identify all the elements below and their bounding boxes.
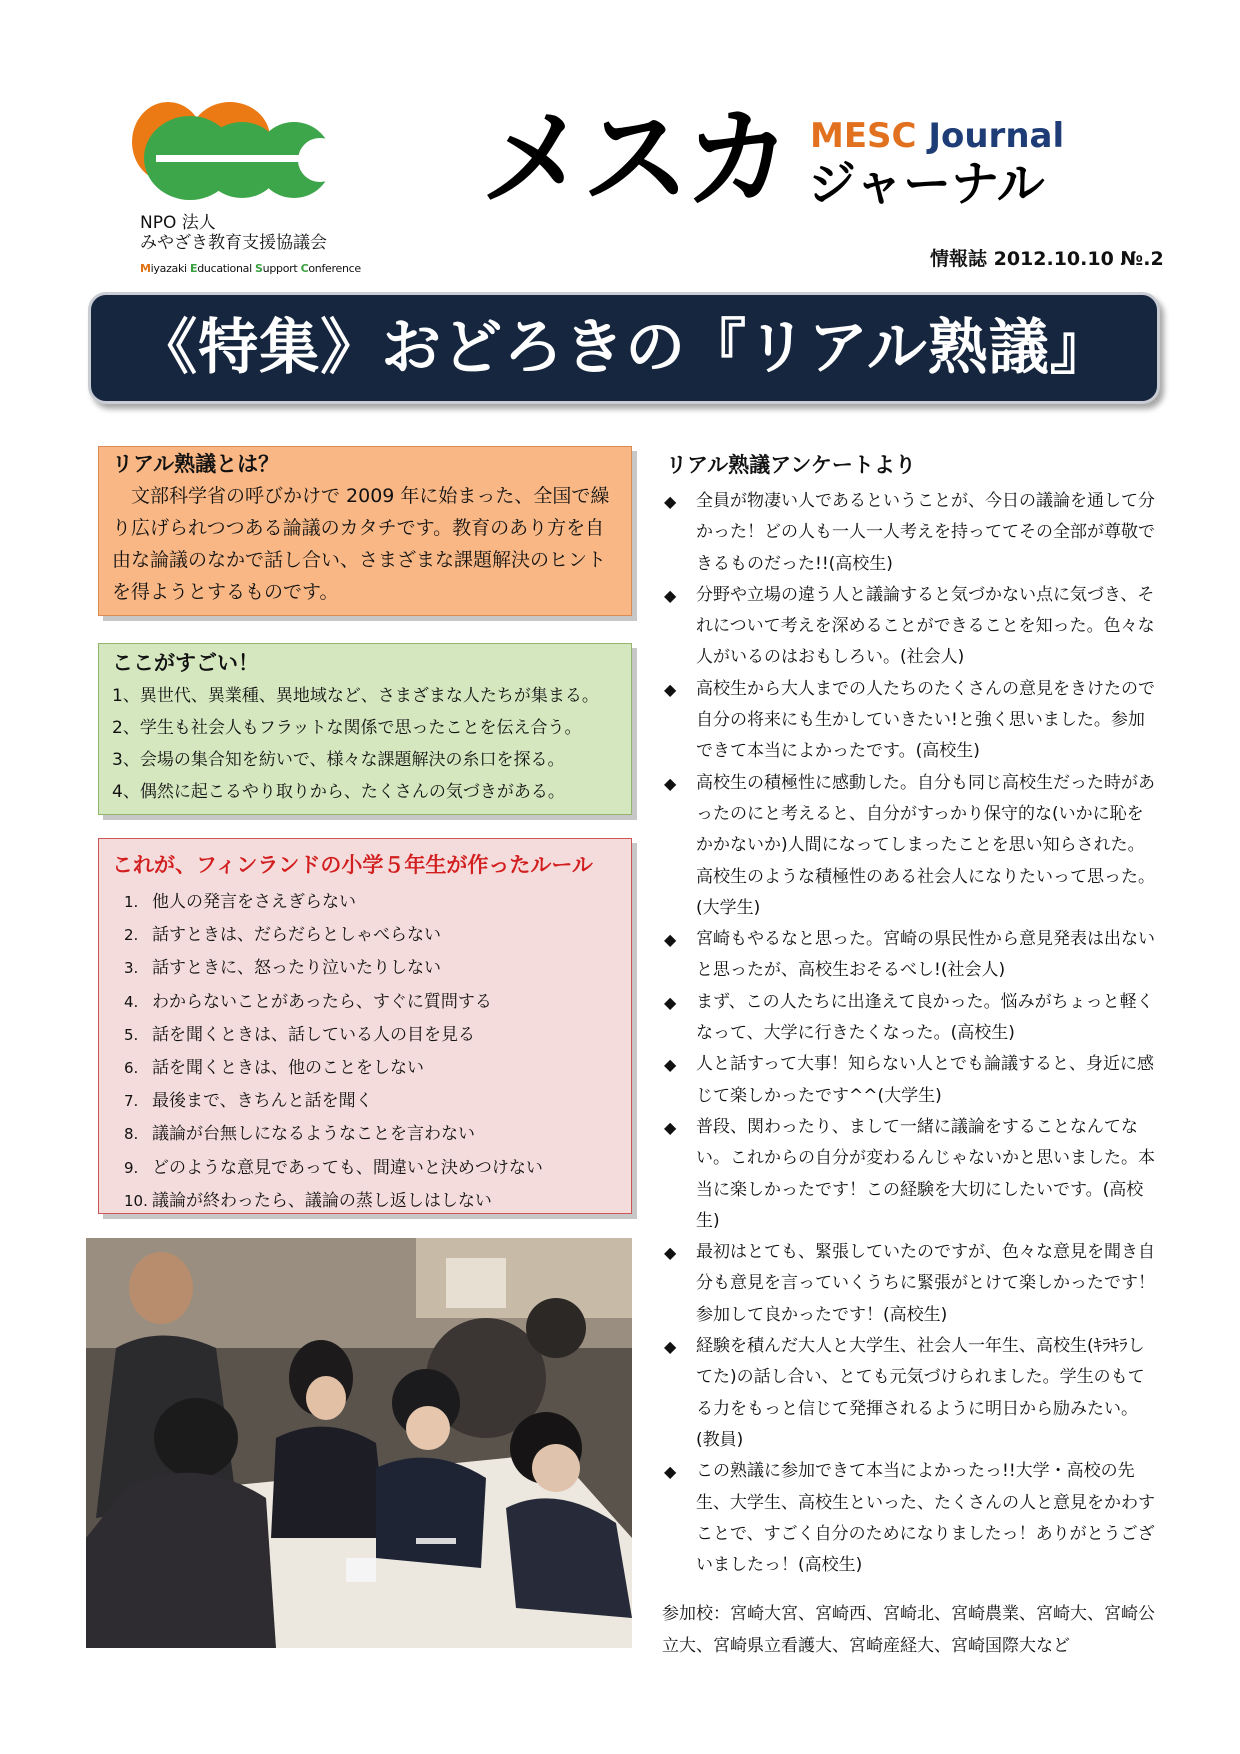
diamond-bullet-icon: ◆	[664, 1462, 677, 1482]
list-item: 9. どのような意見であっても、間違いと決めつけない	[124, 1157, 543, 1178]
diamond-bullet-icon: ◆	[664, 1337, 677, 1357]
journal-mesc: MESC	[810, 116, 917, 156]
journal-word: Journal	[928, 116, 1065, 156]
what-is-content	[112, 448, 622, 608]
logo-english-name: Miyazaki Educational Support Conference	[140, 262, 361, 275]
list-item: ◆ 宮崎もやるなと思った。宮崎の県民性から意見発表は出ないと思ったが、高校生おそるべし!(社会人)	[662, 924, 1156, 987]
mesc-logo	[130, 100, 370, 280]
great-points-content	[112, 648, 628, 808]
list-item: ◆ 高校生から大人までの人たちのたくさんの意見をきけたので自分の将来にも生かしていきたい!と強く思いました。参加できて本当によかったです。(高校生)	[662, 674, 1156, 768]
masthead-journal-kana: ジャーナル	[808, 156, 1045, 212]
great-points-list	[112, 680, 628, 808]
list-item: 2. 話すときは、だらだらとしゃべらない	[124, 925, 441, 946]
diamond-bullet-icon: ◆	[664, 492, 677, 511]
diamond-bullet-icon: ◆	[664, 992, 677, 1012]
list-item: 8. 議論が台無しになるようなことを言わない	[124, 1124, 475, 1145]
event-photo	[86, 1238, 632, 1648]
list-item: 3、会場の集合知を紡いで、様々な課題解決の糸口を探る。	[112, 750, 565, 770]
diamond-bullet-icon: ◆	[664, 1243, 677, 1263]
participating-schools: 参加校：宮崎大宮、宮崎西、宮崎北、宮崎農業、宮崎大、宮崎公立大、宮崎県立看護大、宮崎産経大、宮崎国際大など	[662, 1604, 1155, 1656]
diamond-bullet-icon: ◆	[664, 930, 677, 950]
rules-content	[112, 848, 626, 1218]
feature-title: 《特集》おどろきの『リアル熟議』	[137, 313, 1111, 383]
survey-section	[662, 448, 1156, 1581]
diamond-bullet-icon: ◆	[664, 585, 677, 605]
list-item: 10. 議論が終わったら、議論の蒸し返しはしない	[124, 1190, 492, 1211]
what-is-title: リアル熟議とは？	[112, 452, 280, 476]
diamond-bullet-icon: ◆	[664, 773, 677, 793]
list-item: 2、学生も社会人もフラットな関係で思ったことを伝え合う。	[112, 718, 582, 738]
list-item: 7. 最後まで、きちんと話を聞く	[124, 1091, 373, 1112]
diamond-bullet-icon: ◆	[664, 1117, 677, 1137]
list-item: 4、偶然に起こるやり取りから、たくさんの気づきがある。	[112, 782, 565, 802]
logo-org-name	[140, 213, 327, 253]
list-item: ◆ 全員が物凄い人であるということが、今日の議論を通して分かった！どの人も一人一人考えを持っててその全部が尊敬できるものだった!!(高校生)	[662, 486, 1156, 580]
list-item: 4. わからないことがあったら、すぐに質問する	[124, 991, 492, 1012]
diamond-bullet-icon: ◆	[664, 1055, 677, 1075]
survey-list	[662, 486, 1156, 1581]
logo-org-line2: みやざき教育支援協議会	[140, 233, 327, 253]
list-item: ◆ まず、この人たちに出逢えて良かった。悩みがちょっと軽くなって、大学に行きたくなった。(高校生)	[662, 987, 1156, 1050]
list-item: 3. 話すときに、怒ったり泣いたりしない	[124, 958, 441, 979]
rules-list	[112, 886, 626, 1218]
logo-org-line1: NPO 法人	[140, 213, 216, 233]
list-item: ◆ 分野や立場の違う人と議論すると気づかない点に気づき、それについて考えを深めることができることを知った。色々な人がいるのはおもしろい。(社会人)	[662, 580, 1156, 674]
masthead-journal-en	[810, 116, 1064, 156]
list-item: ◆ 人と話すって大事！知らない人とでも論議すると、身近に感じて楽しかったです^^(大学生)	[662, 1049, 1156, 1112]
list-item: ◆ 経験を積んだ大人と大学生、社会人一年生、高校生(ｷﾗｷﾗしてた)の話し合い、とても元気づけられました。学生のもてる力をもっと信じて発揮されるように明日から励みたい。(教員)	[662, 1331, 1156, 1456]
list-item: 1. 他人の発言をさえぎらない	[124, 892, 356, 912]
list-item: 6. 話を聞くときは、他のことをしない	[124, 1058, 424, 1079]
survey-title: リアル熟議アンケートより	[666, 453, 916, 477]
list-item: ◆ 最初はとても、緊張していたのですが、色々な意見を聞き自分も意見を言っていくうちに緊張がとけて楽しかったです！参加して良かったです！(高校生)	[662, 1237, 1156, 1331]
list-item: 1、異世代、異業種、異地域など、さまざまな人たちが集まる。	[112, 686, 599, 706]
masthead-title: メスカ	[480, 97, 787, 222]
list-item: ◆ 普段、関わったり、まして一緒に議論をすることなんてない。これからの自分が変わるんじゃないかと思いました。本当に楽しかったです！この経験を大切にしたいです。(高校生)	[662, 1112, 1156, 1237]
issue-date: 情報誌 2012.10.10 №.2	[930, 248, 1164, 270]
list-item: ◆ この熟議に参加できて本当によかったっ!!大学・高校の先生、大学生、高校生といった、たくさんの人と意見をかわすことで、すごく自分のためになりましたっ！ありがとうございましたっ！(高校生)	[662, 1456, 1156, 1581]
list-item: ◆ 高校生の積極性に感動した。自分も同じ高校生だった時があったのにと考えると、自分がすっかり保守的な(いかに恥をかかないか)人間になってしまったことを思い知らされた。高校生のような積極性のある社会人になりたいって思った。(大学生)	[662, 768, 1156, 924]
great-points-title: ここがすごい！	[112, 651, 259, 675]
rules-title: これが、フィンランドの小学５年生が作ったルール	[112, 853, 593, 877]
what-is-body: 文部科学省の呼びかけで 2009 年に始まった、全国で繰り広げられつつある論議のカタチです。教育のあり方を自由な論議のなかで話し合い、さまざまな課題解決のヒントを得ようとするものです。	[112, 485, 610, 603]
list-item: 5. 話を聞くときは、話している人の目を見る	[124, 1024, 475, 1045]
diamond-bullet-icon: ◆	[664, 679, 677, 699]
